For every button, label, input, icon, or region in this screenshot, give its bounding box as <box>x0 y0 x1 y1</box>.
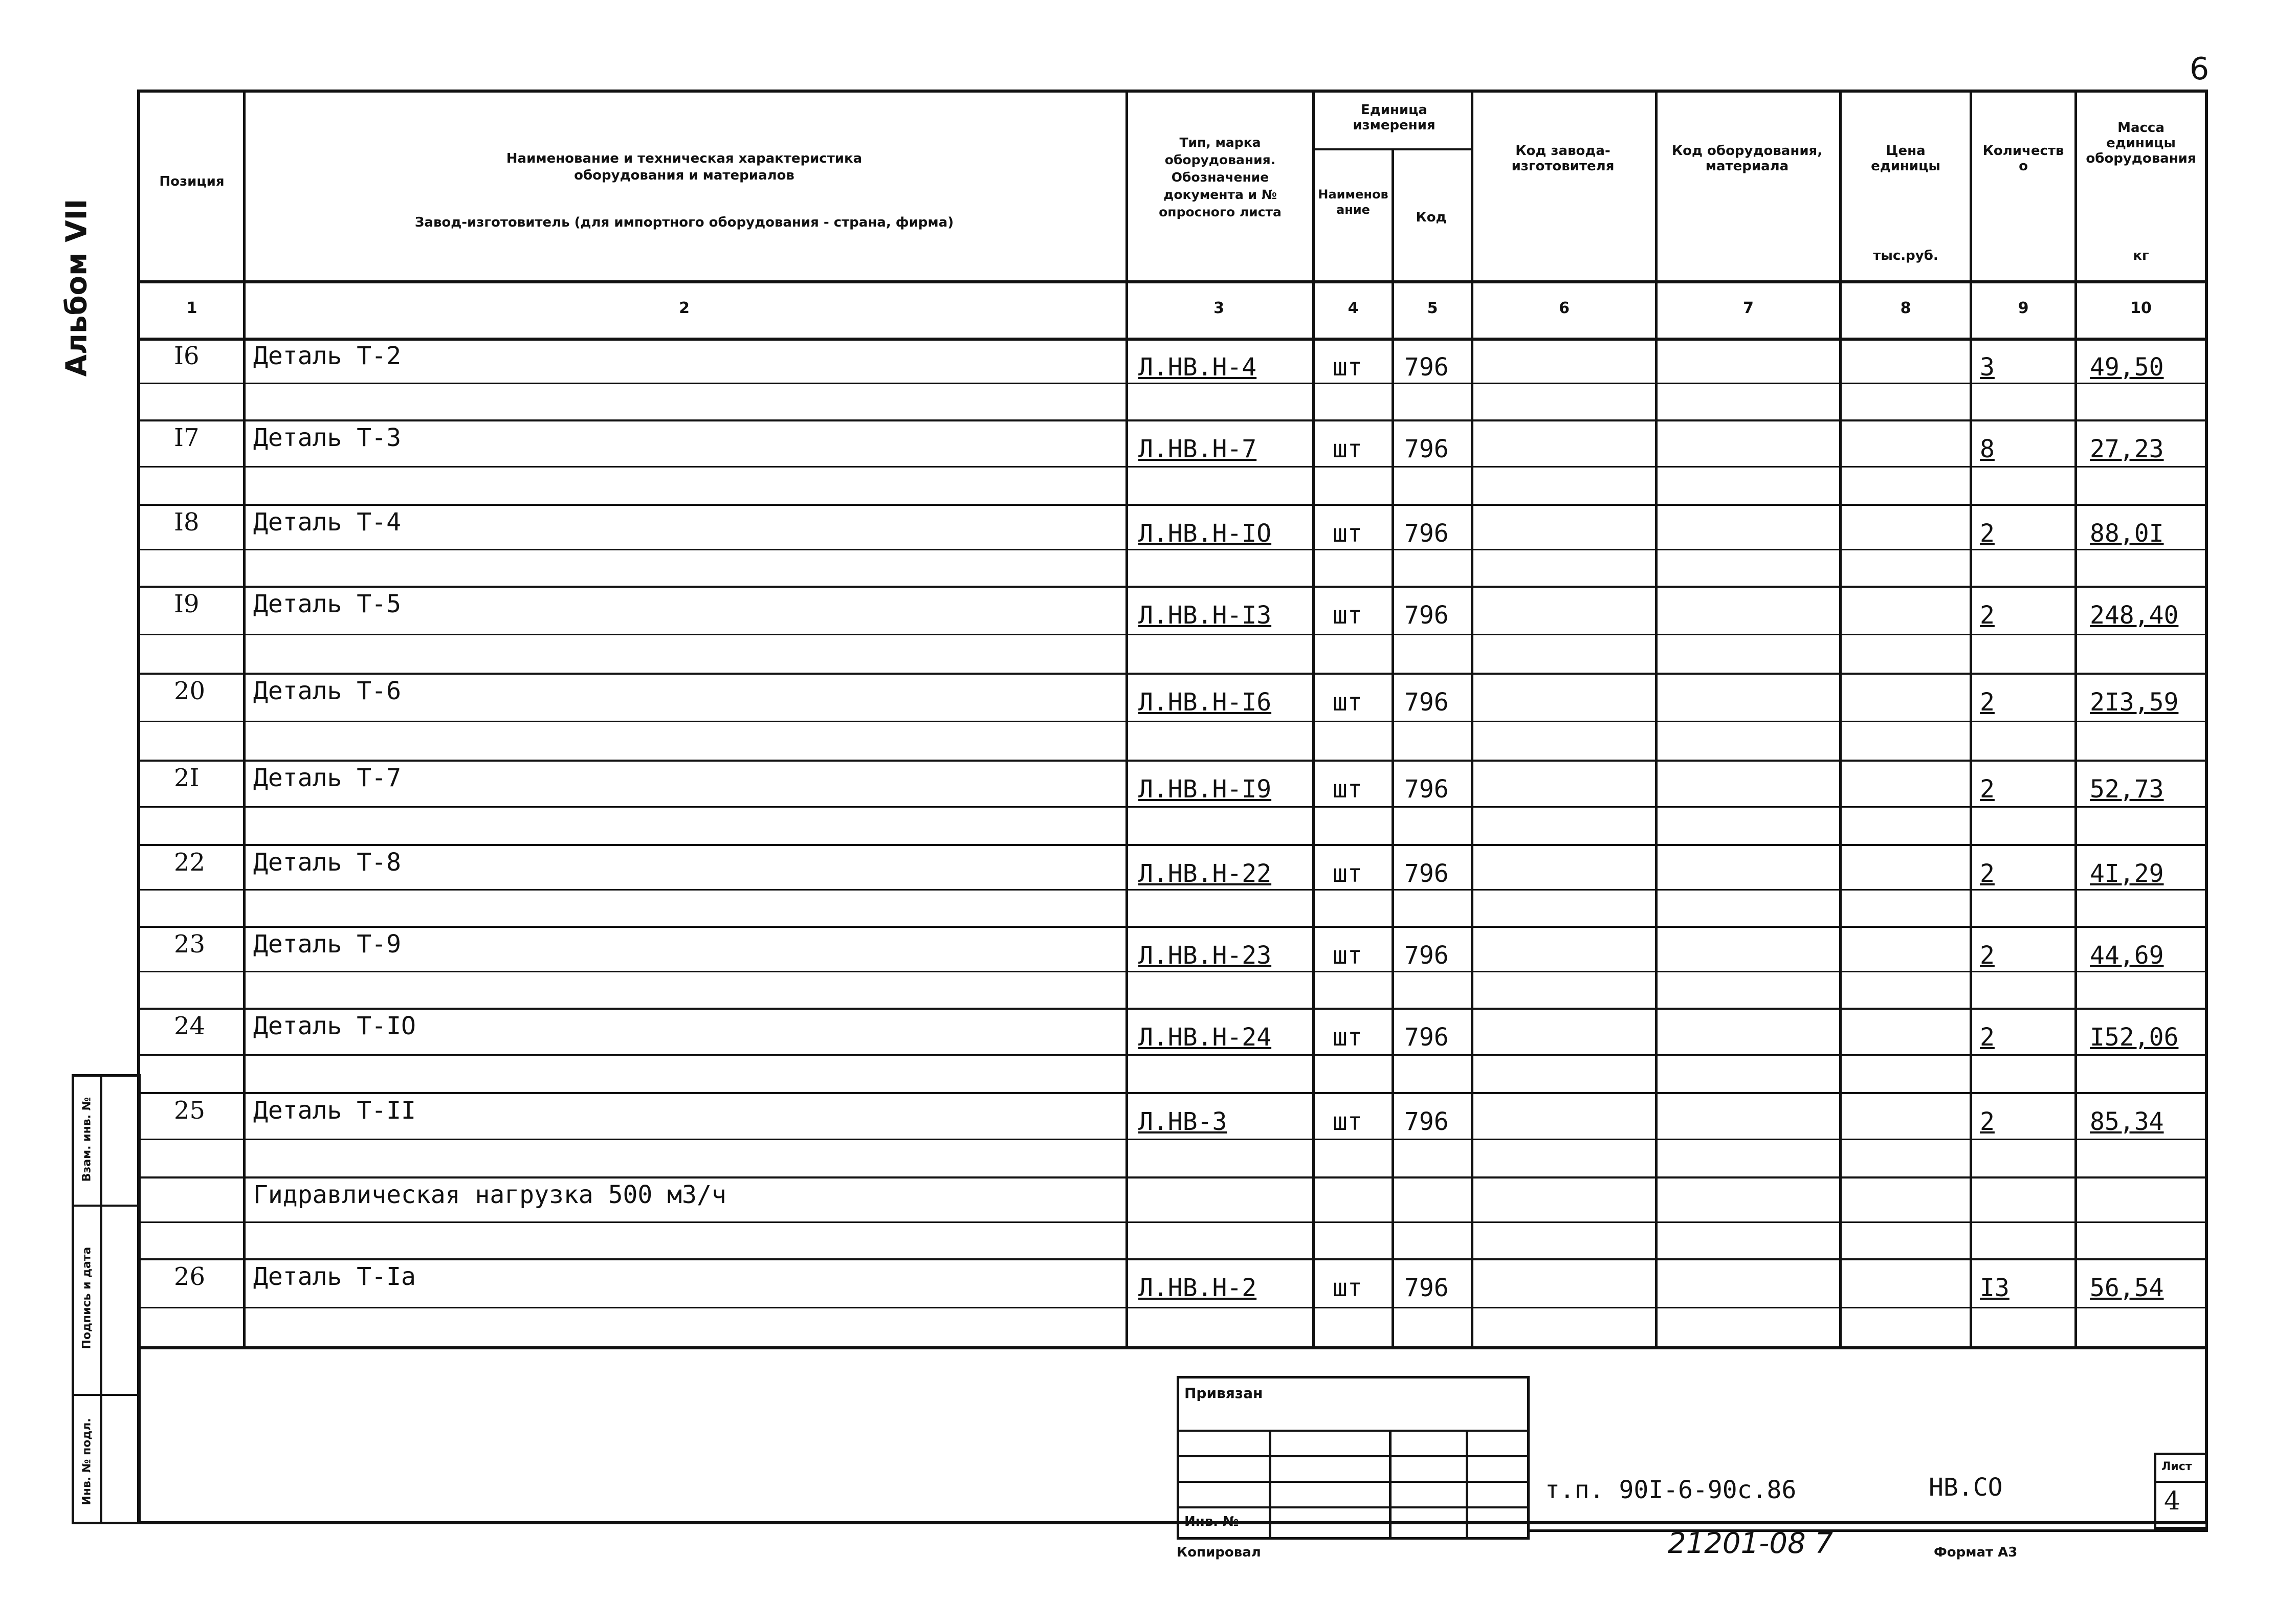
header-name-line3: Завод-изготовитель (для импортного оборудования - страна, фирма) <box>414 215 954 230</box>
cell-mass: 52,73 <box>2090 775 2164 804</box>
cell-code: 796 <box>1404 775 1449 804</box>
cell-name: Деталь Т-II <box>253 1096 416 1125</box>
col-number: 8 <box>1900 299 1911 317</box>
cell-unit: шт <box>1333 1107 1362 1136</box>
col-number: 5 <box>1427 299 1438 317</box>
header-type: Тип, марка оборудования. Обозначение документа и № опросного листа <box>1159 135 1282 219</box>
cell-pos: 24 <box>174 1012 206 1040</box>
cell-name: Деталь Т-3 <box>253 424 401 452</box>
side-stamp-label-1: Подпись и дата <box>80 1247 94 1349</box>
inv-label: Инв. № <box>1184 1514 1239 1529</box>
cell-name: Деталь Т-6 <box>253 677 401 705</box>
cell-name: Деталь Т-IО <box>253 1012 416 1040</box>
header-unit-code: Код <box>1416 210 1447 225</box>
cell-unit: шт <box>1333 775 1362 804</box>
cell-name: Гидравлическая нагрузка 500 м3/ч <box>253 1181 726 1209</box>
cell-name: Деталь Т-Iа <box>253 1262 416 1291</box>
sheet-number-box <box>2154 1453 2208 1529</box>
cell-name: Деталь Т-9 <box>253 930 401 959</box>
cell-type: Л.НВ.Н-7 <box>1138 435 1257 463</box>
side-stamp-label-0: Взам. инв. № <box>80 1097 94 1182</box>
header-factory-code: Код завода-изготовителя <box>1511 143 1615 174</box>
cell-qty: 2 <box>1980 775 1995 804</box>
side-stamp <box>72 1074 141 1524</box>
cell-name: Деталь Т-7 <box>253 764 401 792</box>
cell-unit: шт <box>1333 601 1362 630</box>
cell-code: 796 <box>1404 353 1449 382</box>
col-number: 9 <box>2018 299 2029 317</box>
cell-code: 796 <box>1404 519 1449 548</box>
format-label: Формат А3 <box>1934 1545 2018 1560</box>
cell-qty: 2 <box>1980 941 1995 970</box>
cell-type: Л.НВ.Н-2 <box>1138 1274 1257 1302</box>
cell-type: Л.НВ-3 <box>1138 1107 1227 1136</box>
cell-type: Л.НВ.Н-I3 <box>1138 601 1272 630</box>
cell-mass: 248,40 <box>2090 601 2179 630</box>
header-name-line2: оборудования и материалов <box>574 168 794 183</box>
cell-pos: I9 <box>174 590 200 618</box>
cell-unit: шт <box>1333 519 1362 548</box>
side-stamp-label-2: Инв. № подл. <box>80 1418 94 1505</box>
header-unit-name: Наименование <box>1318 187 1388 217</box>
cell-code: 796 <box>1404 688 1449 717</box>
cell-unit: шт <box>1333 353 1362 382</box>
cell-type: Л.НВ.Н-I6 <box>1138 688 1272 717</box>
cell-unit: шт <box>1333 435 1362 463</box>
cell-type: Л.НВ.Н-22 <box>1138 859 1272 888</box>
cell-type: Л.НВ.Н-IО <box>1138 519 1272 548</box>
cell-name: Деталь Т-2 <box>253 342 401 370</box>
col-number: 4 <box>1348 299 1359 317</box>
header-material-code: Код оборудования, материала <box>1671 143 1823 174</box>
cell-qty: 3 <box>1980 353 1995 382</box>
cell-mass: 88,0I <box>2090 519 2164 548</box>
header-price-unit: тыс.руб. <box>1873 248 1938 263</box>
cell-unit: шт <box>1333 1274 1362 1302</box>
cell-name: Деталь Т-8 <box>253 848 401 877</box>
cell-pos: 26 <box>174 1262 206 1291</box>
cell-mass: 85,34 <box>2090 1107 2164 1136</box>
cell-pos: 25 <box>174 1096 206 1125</box>
cell-unit: шт <box>1333 859 1362 888</box>
cell-code: 796 <box>1404 1023 1449 1052</box>
col-number: 7 <box>1743 299 1754 317</box>
cell-code: 796 <box>1404 1107 1449 1136</box>
cell-qty: 2 <box>1980 519 1995 548</box>
cell-pos: I7 <box>174 424 200 452</box>
cell-qty: 2 <box>1980 1023 1995 1052</box>
cell-qty: 2 <box>1980 859 1995 888</box>
cell-mass: I52,06 <box>2090 1023 2179 1052</box>
cell-pos: I6 <box>174 342 200 370</box>
cell-mass: 4I,29 <box>2090 859 2164 888</box>
binding-stamp <box>1177 1376 1530 1540</box>
cell-name: Деталь Т-5 <box>253 590 401 618</box>
header-unit-group: Единица измерения <box>1353 102 1436 133</box>
document-mark: НВ.СО <box>1929 1473 2003 1502</box>
cell-pos: 22 <box>174 848 206 877</box>
cell-type: Л.НВ.Н-4 <box>1138 353 1257 382</box>
cell-qty: 8 <box>1980 435 1995 463</box>
cell-type: Л.НВ.Н-23 <box>1138 941 1272 970</box>
col-number: 1 <box>186 299 197 317</box>
cell-unit: шт <box>1333 1023 1362 1052</box>
cell-unit: шт <box>1333 941 1362 970</box>
copied-by-label: Копировал <box>1177 1545 1261 1560</box>
handwritten-number: 21201-08 7 <box>1668 1527 1834 1560</box>
col-number: 3 <box>1213 299 1224 317</box>
cell-code: 796 <box>1404 601 1449 630</box>
album-label: Альбом VII <box>60 198 94 377</box>
document-code: т.п. 90I-6-90с.86 <box>1545 1476 1797 1504</box>
sheet-mark: 6 <box>2190 51 2210 87</box>
cell-qty: 2 <box>1980 688 1995 717</box>
cell-type: Л.НВ.Н-24 <box>1138 1023 1272 1052</box>
cell-mass: 49,50 <box>2090 353 2164 382</box>
cell-unit: шт <box>1333 688 1362 717</box>
header-name-line1: Наименование и техническая характеристика <box>506 151 863 166</box>
cell-name: Деталь Т-4 <box>253 508 401 537</box>
cell-mass: 2I3,59 <box>2090 688 2179 717</box>
cell-code: 796 <box>1404 435 1449 463</box>
cell-qty: 2 <box>1980 1107 1995 1136</box>
header-quantity: Количество <box>1982 143 2064 174</box>
cell-qty: I3 <box>1980 1274 2010 1302</box>
col-number: 2 <box>679 299 690 317</box>
binding-label: Привязан <box>1184 1385 1263 1402</box>
header-mass-unit: кг <box>2133 248 2149 263</box>
cell-pos: 2I <box>174 764 200 792</box>
col-number: 6 <box>1559 299 1570 317</box>
cell-code: 796 <box>1404 859 1449 888</box>
cell-mass: 27,23 <box>2090 435 2164 463</box>
cell-code: 796 <box>1404 1274 1449 1302</box>
cell-type: Л.НВ.Н-I9 <box>1138 775 1272 804</box>
header-position: Позиция <box>159 174 225 189</box>
col-number: 10 <box>2130 299 2152 317</box>
cell-qty: 2 <box>1980 601 1995 630</box>
cell-pos: 20 <box>174 677 206 705</box>
cell-pos: 23 <box>174 930 206 959</box>
header-mass: Масса единицы оборудования <box>2086 120 2196 166</box>
sheet-label: Лист <box>2161 1460 2192 1473</box>
cell-code: 796 <box>1404 941 1449 970</box>
sheet-number: 4 <box>2164 1486 2180 1516</box>
cell-mass: 44,69 <box>2090 941 2164 970</box>
cell-mass: 56,54 <box>2090 1274 2164 1302</box>
header-price: Цена единицы <box>1871 143 1940 174</box>
cell-pos: I8 <box>174 508 200 537</box>
